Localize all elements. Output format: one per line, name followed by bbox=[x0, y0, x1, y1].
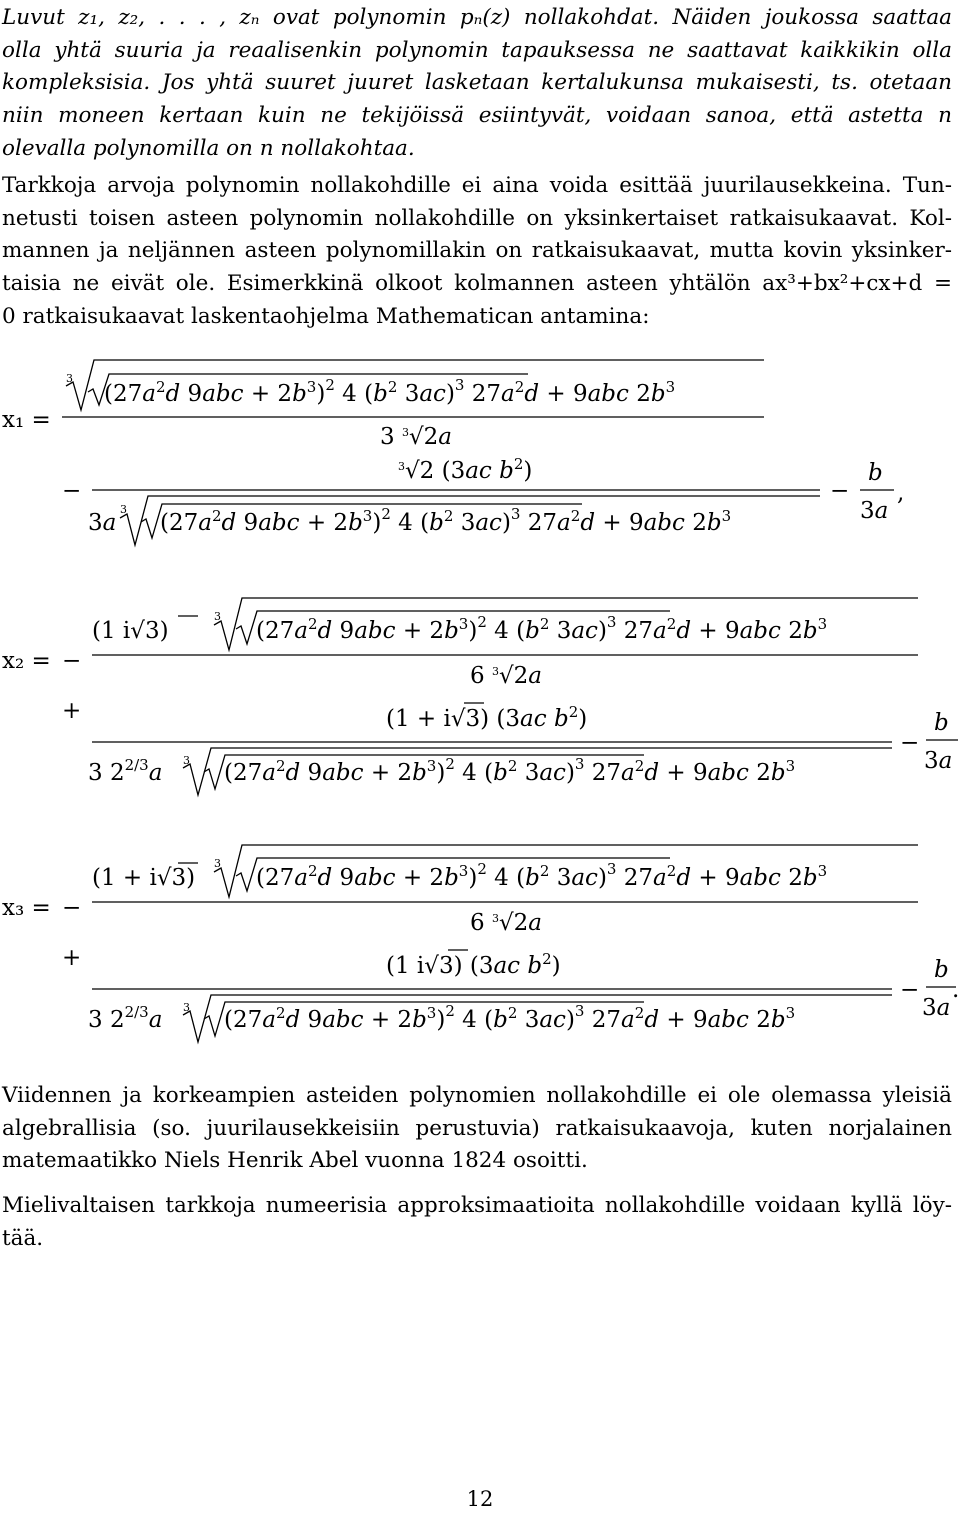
radicand: ($27a^2d$ $9abc + 2b^3)^2$ 4 ($b^2$ 3ac)$^3$ $27a^2d + 9abc$ $2b^3$ bbox=[256, 860, 828, 891]
formula-lhs: x₂ = bbox=[2, 648, 51, 674]
minus-sign: − bbox=[830, 478, 850, 504]
text-line: mannen ja neljännen asteen polynomillakin on ratkaisukaavat, mutta kovin yksinker- bbox=[2, 238, 952, 264]
text-line: kompleksisia. Jos yhtä suuret juuret lasketaan kertalukunsa mukaisesti, ts. otetaan bbox=[2, 70, 952, 96]
term2-sign: + bbox=[62, 945, 82, 971]
text-line: tää. bbox=[2, 1225, 44, 1251]
cube-root-index: 3 bbox=[214, 857, 221, 870]
cube-root-index: 3 bbox=[120, 503, 127, 516]
abel-paragraph bbox=[2, 1080, 952, 1178]
radicand: ($27a^2d$ $9abc + 2b^3)^2$ 4 ($b^2$ 3ac)$^3$ $27a^2d + 9abc$ $2b^3$ bbox=[104, 376, 676, 407]
formula-x3 bbox=[2, 845, 959, 1042]
term1-denominator: 6 $^3$√2a bbox=[470, 663, 542, 689]
text-line: niin moneen kertaan kuin ne tekijöissä esiintyvät, voidaan sanoa, että astetta n bbox=[2, 103, 952, 129]
cube-root-index: 3 bbox=[183, 754, 190, 767]
radicand: ($27a^2d$ $9abc + 2b^3)^2$ 4 ($b^2$ 3ac)$^3$ $27a^2d + 9abc$ $2b^3$ bbox=[160, 505, 732, 536]
cube-root-index: 3 bbox=[214, 610, 221, 623]
formula-x1 bbox=[2, 360, 904, 545]
tail-denominator: 3a bbox=[922, 995, 951, 1021]
text-line: Mielivaltaisen tarkkoja numeerisia approksimaatioita nollakohdille voidaan kyllä löy- bbox=[2, 1193, 952, 1218]
term2-sign: − bbox=[62, 478, 82, 504]
text-line: olevalla polynomilla on n nollakohtaa. bbox=[2, 135, 415, 161]
end-punct: . bbox=[952, 977, 960, 1003]
term1-sign: − bbox=[62, 648, 82, 674]
tail-denominator: 3a bbox=[924, 748, 953, 774]
end-punct: , bbox=[897, 480, 905, 506]
term1-prefactor: (1 + i√3) bbox=[92, 865, 196, 891]
minus-sign: − bbox=[900, 977, 920, 1003]
text-line: Luvut z₁, z₂, . . . , zₙ ovat polynomin pₙ(z) nollakohdat. Näiden joukossa saattaa bbox=[2, 5, 952, 30]
cube-root-index: 3 bbox=[66, 372, 73, 385]
radicand: ($27a^2d$ $9abc + 2b^3)^2$ 4 ($b^2$ 3ac)$^3$ $27a^2d + 9abc$ $2b^3$ bbox=[256, 613, 828, 644]
text-line: Tarkkoja arvoja polynomin nollakohdille ei aina voida esittää juurilausekkeina. Tun- bbox=[2, 173, 952, 198]
tail-numerator: b bbox=[934, 710, 949, 736]
text-line: Viidennen ja korkeampien asteiden polynomien nollakohdille ei ole olemassa yleisiä bbox=[2, 1083, 952, 1108]
text-line: olla yhtä suuria ja reaalisenkin polynomin tapauksessa ne saattavat kaikkikin olla bbox=[2, 37, 952, 63]
term2-den-prefactor: 3 $2^{2/3}a$ bbox=[88, 1003, 163, 1033]
radicand: ($27a^2d$ $9abc + 2b^3)^2$ 4 ($b^2$ 3ac)$^3$ $27a^2d + 9abc$ $2b^3$ bbox=[224, 1002, 796, 1033]
term2-numerator: (1 + i√3) (3ac $b^2$) bbox=[386, 703, 588, 732]
term1-prefactor: (1 i√3) bbox=[92, 618, 169, 644]
cube-root-index: 3 bbox=[183, 1001, 190, 1014]
term1-denominator: 6 $^3$√2a bbox=[470, 910, 542, 936]
text-line: algebrallisia (so. juurilausekkeisiin perustuvia) ratkaisukaavoja, kuten norjalainen bbox=[2, 1115, 952, 1141]
closing-paragraph bbox=[2, 1190, 952, 1255]
term2-numerator: $^3$√2 (3ac $b^2$) bbox=[398, 455, 533, 484]
minus-sign: − bbox=[900, 730, 920, 756]
term2-sign: + bbox=[62, 698, 82, 724]
term1-denominator: 3 $^3$√2a bbox=[380, 424, 452, 450]
text-line: taisia ne eivät ole. Esimerkkinä olkoot kolmannen asteen yhtälön ax³+bx²+cx+d = bbox=[2, 271, 952, 297]
formula-lhs: x₁ = bbox=[2, 407, 51, 433]
tail-numerator: b bbox=[868, 460, 883, 486]
tail-denominator: 3a bbox=[860, 498, 889, 524]
term2-den-prefactor: 3 $2^{2/3}a$ bbox=[88, 756, 163, 786]
term2-numerator: (1 i√3) (3ac $b^2$) bbox=[386, 950, 561, 979]
term2-den-prefactor: 3a bbox=[88, 510, 117, 536]
tail-numerator: b bbox=[934, 957, 949, 983]
text-line: netusti toisen asteen polynomin nollakohdille on yksinkertaiset ratkaisukaavat. Kol- bbox=[2, 205, 952, 231]
radicand: ($27a^2d$ $9abc + 2b^3)^2$ 4 ($b^2$ 3ac)$^3$ $27a^2d + 9abc$ $2b^3$ bbox=[224, 755, 796, 786]
term1-sign: − bbox=[62, 895, 82, 921]
formula-lhs: x₃ = bbox=[2, 895, 51, 921]
formula-x2 bbox=[2, 598, 958, 795]
text-line: matemaatikko Niels Henrik Abel vuonna 1824 osoitti. bbox=[2, 1148, 588, 1174]
page-number: 12 bbox=[466, 1487, 494, 1511]
text-line: 0 ratkaisukaavat laskentaohjelma Mathematican antamina: bbox=[2, 303, 650, 329]
